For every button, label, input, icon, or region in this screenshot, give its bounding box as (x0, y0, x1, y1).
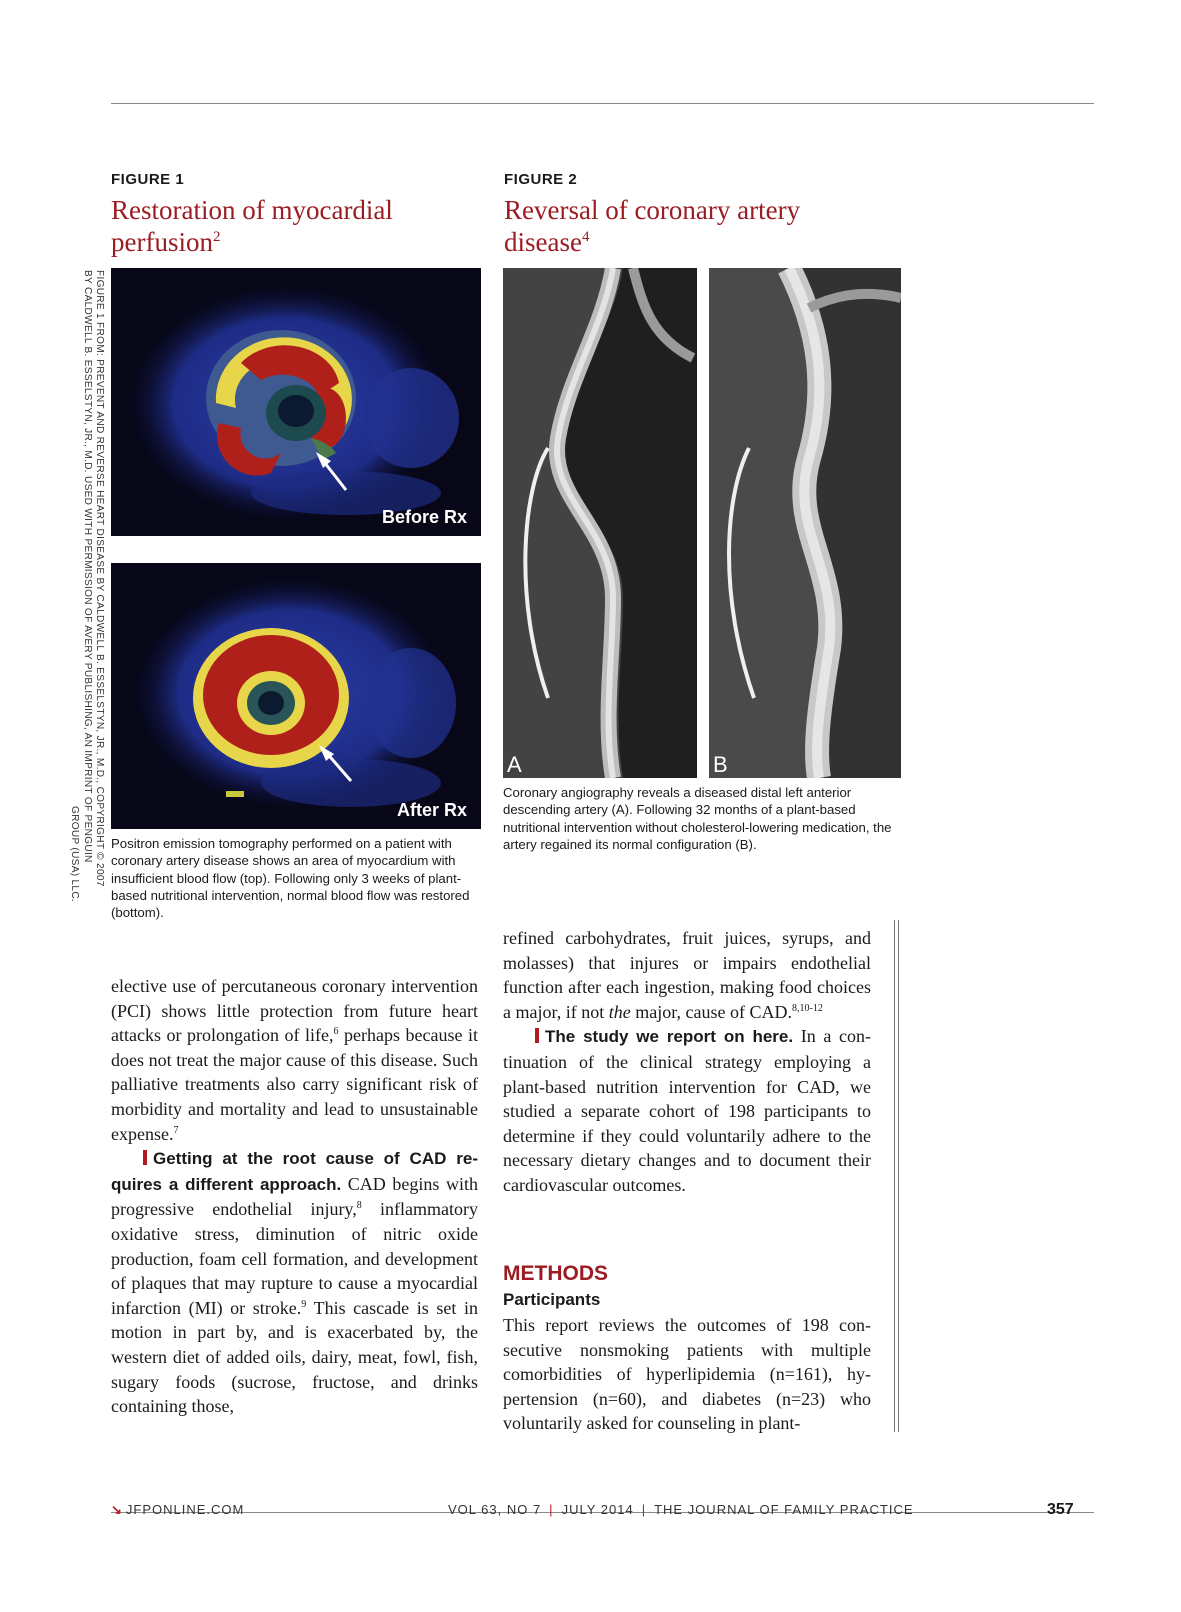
participants-text (503, 1313, 871, 1436)
footer-site-text: JFPONLINE.COM (125, 1502, 245, 1517)
right-p1-ref: 8,10-12 (792, 1002, 823, 1014)
section-marker (143, 1150, 147, 1165)
panel-a-label: A (507, 752, 522, 777)
figure1-caption: Positron emission tomography performed on a patient with coronary artery disease shows an area of myocardium with insufficient blood flow (top). Following only 3 weeks of plant-based nutritional intervention, normal blood flow was restored (bottom). (111, 836, 470, 921)
methods-heading: METHODS (503, 1262, 608, 1285)
section-marker (535, 1028, 539, 1043)
figure2-caption: Coronary angiography reveals a diseased distal left anterior descending artery (A). Following 32 months of a plant-based nutritional intervention without cholesterol-lowering medication, the artery regained its normal configuration (B). (503, 785, 892, 852)
footer-journal: THE JOURNAL OF FAMILY PRACTICE (654, 1502, 914, 1517)
left-paragraph-2 (111, 1146, 478, 1419)
figure2-title-text: Reversal of coronary artery disease (504, 195, 801, 257)
angiogram-b-image (709, 268, 901, 778)
credit-line-1: FIGURE 1 FROM: PREVENT AND REVERSE HEART DISEASE BY CALDWELL B. ESSELSTYN, JR., M.D., COPYRIGHT © 2007 (94, 270, 105, 887)
left-p2-part-b: inflammatory oxidative stress, diminution of nitric oxide production, foam cell formation, and development of plaques that may rupture to cause a myocardial infarction (MI) or stroke. (111, 1199, 478, 1318)
top-rule (111, 103, 1094, 104)
left-p1-ref-2: 7 (173, 1124, 179, 1136)
footer-site[interactable] (111, 1502, 244, 1518)
left-p2-part-c: This cascade is set in motion in part by, and is exacerbated by, the western diet of added oils, dairy, meat, fowl, fish, sugary foods (sucrose, fructose, and drinks containing those, (111, 1297, 478, 1417)
panel-b-label: B (713, 752, 728, 777)
figure2-label: FIGURE 2 (504, 171, 578, 188)
column-rule-2 (898, 920, 899, 1432)
figure1-title-text: Restoration of myocardial perfusion (111, 195, 393, 257)
right-p1-part-a: refined carbohydrates, fruit juices, syrups, and molasses) that injures or impairs endothelial function after each ingestion, making food choices a major, if not (503, 928, 871, 1022)
footer-separator: | (549, 1502, 554, 1517)
right-p1-emphasis: the (608, 1001, 631, 1022)
left-p1-part-a: elective use of percutaneous coronary intervention (PCI) shows little protection from future heart attacks or prolongation of life, (111, 976, 478, 1046)
left-p1-part-b: perhaps because it does not treat the major cause of this disease. Such palliative treatments also carry significant risk of morbidity and mortality and lead to unsustainable expense. (111, 1025, 478, 1144)
participants-subheading: Participants (503, 1290, 601, 1309)
right-column-text (503, 926, 871, 1198)
footer-volume: VOL 63, NO 7 (448, 1502, 542, 1517)
right-p2-text: In a continuation of the clinical strategy employing a plant-based nutrition intervention for CAD, we studied a separate cohort of 198 participants to determine if they could voluntarily adhere to the necessary dietary changes and to document their cardiovascular outcomes. (503, 1026, 871, 1195)
right-p2-runin: The study we report on here. (545, 1027, 794, 1047)
left-paragraph-1 (111, 974, 478, 1146)
angiogram-a-image (503, 268, 697, 778)
participants-paragraph: This report reviews the outcomes of 198 consecutive nonsmoking patients with multiple comorbidities of hyperlipidemia (n=161), hypertension (n=60), and diabetes (n=23) who voluntarily asked for counseling in plant- (503, 1315, 871, 1434)
footer-issue (448, 1502, 914, 1517)
right-paragraph-1 (503, 926, 871, 1024)
left-p2-runin: Getting at the root cause of CAD requires a different approach. (111, 1149, 478, 1194)
left-p2-ref-1: 8 (356, 1200, 362, 1212)
left-column-text (111, 974, 478, 1419)
right-p1-part-b: major, cause of CAD. (630, 1001, 792, 1022)
credit-line-3: GROUP (USA) LLC. (69, 806, 81, 903)
pet-scan-before (111, 268, 481, 536)
footer-date: JULY 2014 (561, 1502, 634, 1517)
figure1-title (111, 194, 471, 258)
arrow-icon: ↘ (111, 1502, 123, 1517)
pet-scan-after (111, 563, 481, 829)
pet-scan-before-image (111, 268, 481, 536)
left-p2-ref-2: 9 (301, 1298, 307, 1310)
right-paragraph-2 (503, 1024, 871, 1197)
figure1-title-ref: 2 (212, 229, 221, 245)
angiogram-panel-a (503, 268, 697, 778)
before-rx-label: Before Rx (381, 507, 467, 527)
angiogram-panel-b (709, 268, 901, 778)
figure2-title-ref: 4 (581, 229, 590, 245)
figure2-title (504, 194, 804, 258)
column-rule-1 (894, 920, 895, 1432)
footer-separator: | (641, 1502, 647, 1517)
credit-line-2: BY CALDWELL B. ESSELSTYN, JR., M.D. USED WITH PERMISSION OF AVERY PUBLISHING, AN IMPRINT OF PENGUIN (81, 270, 93, 863)
pet-scan-after-image (111, 563, 481, 829)
page-number: 357 (1047, 1501, 1074, 1518)
figure1-label: FIGURE 1 (111, 171, 185, 188)
left-p2-part-a: CAD begins with progressive endothelial injury, (111, 1173, 478, 1220)
left-p1-ref-1: 6 (333, 1026, 339, 1038)
after-rx-label: After Rx (396, 800, 467, 820)
figure1-credit (68, 270, 105, 902)
